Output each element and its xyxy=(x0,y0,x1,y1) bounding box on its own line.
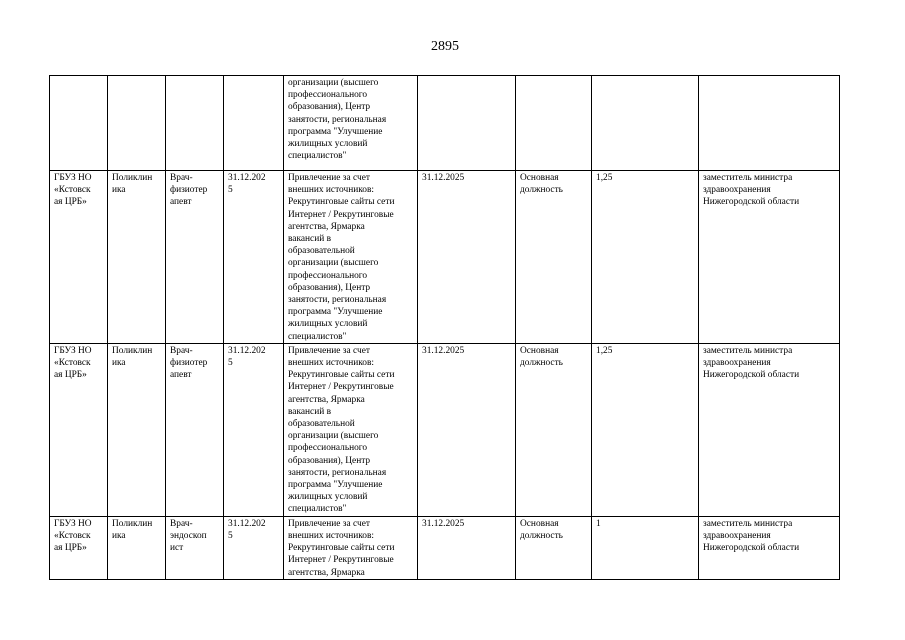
table-cell-department xyxy=(108,76,166,171)
table-cell-rate: 1 xyxy=(592,516,699,579)
table-cell-deadline xyxy=(224,76,284,171)
table-cell-date: 31.12.2025 xyxy=(418,171,516,344)
table-cell-deadline: 31.12.202 5 xyxy=(224,343,284,516)
table-cell-responsible: заместитель министра здравоохранения Нижегородской области xyxy=(699,171,840,344)
table-cell-responsible xyxy=(699,76,840,171)
table-cell-post-type xyxy=(516,76,592,171)
table-cell-institution xyxy=(50,76,108,171)
table-cell-measures: Привлечение за счет внешних источников: Рекрутинговые сайты сети Интернет / Рекрутинговые агентства, Ярмарка вакансий в образовательной организации (высшего профессионального образования), Центр занятости, региональная программа "Улучшение жилищных условий специалистов" xyxy=(284,343,418,516)
table-cell-rate: 1,25 xyxy=(592,171,699,344)
table-cell-institution: ГБУЗ НО «Кстовск ая ЦРБ» xyxy=(50,343,108,516)
table-row xyxy=(50,76,840,171)
table-cell-post-type: Основная должность xyxy=(516,516,592,579)
table-row xyxy=(50,516,840,579)
table-cell-rate: 1,25 xyxy=(592,343,699,516)
table-cell-position: Врач- физиотер апевт xyxy=(166,343,224,516)
table-cell-post-type: Основная должность xyxy=(516,171,592,344)
table-cell-position xyxy=(166,76,224,171)
table-cell-department: Поликлин ика xyxy=(108,343,166,516)
page-number: 2895 xyxy=(431,39,459,54)
table-cell-date: 31.12.2025 xyxy=(418,516,516,579)
table-cell-rate xyxy=(592,76,699,171)
table-cell-department: Поликлин ика xyxy=(108,516,166,579)
table-cell-position: Врач- эндоскоп ист xyxy=(166,516,224,579)
table-row xyxy=(50,343,840,516)
table-cell-responsible: заместитель министра здравоохранения Нижегородской области xyxy=(699,516,840,579)
table-cell-institution: ГБУЗ НО «Кстовск ая ЦРБ» xyxy=(50,171,108,344)
table-row xyxy=(50,171,840,344)
table-cell-department: Поликлин ика xyxy=(108,171,166,344)
table-cell-date xyxy=(418,76,516,171)
table-cell-responsible: заместитель министра здравоохранения Нижегородской области xyxy=(699,343,840,516)
table-cell-measures: организации (высшего профессионального образования), Центр занятости, региональная программа "Улучшение жилищных условий специалистов" xyxy=(284,76,418,171)
table-cell-date: 31.12.2025 xyxy=(418,343,516,516)
table-cell-position: Врач- физиотер апевт xyxy=(166,171,224,344)
table-cell-deadline: 31.12.202 5 xyxy=(224,516,284,579)
table-cell-institution: ГБУЗ НО «Кстовск ая ЦРБ» xyxy=(50,516,108,579)
table-cell-measures: Привлечение за счет внешних источников: Рекрутинговые сайты сети Интернет / Рекрутинговые агентства, Ярмарка xyxy=(284,516,418,579)
table-cell-measures: Привлечение за счет внешних источников: Рекрутинговые сайты сети Интернет / Рекрутинговые агентства, Ярмарка вакансий в образовательной организации (высшего профессионального образования), Центр занятости, региональная программа "Улучшение жилищных условий специалистов" xyxy=(284,171,418,344)
table-cell-deadline: 31.12.202 5 xyxy=(224,171,284,344)
staffing-table xyxy=(49,75,840,580)
table-cell-post-type: Основная должность xyxy=(516,343,592,516)
